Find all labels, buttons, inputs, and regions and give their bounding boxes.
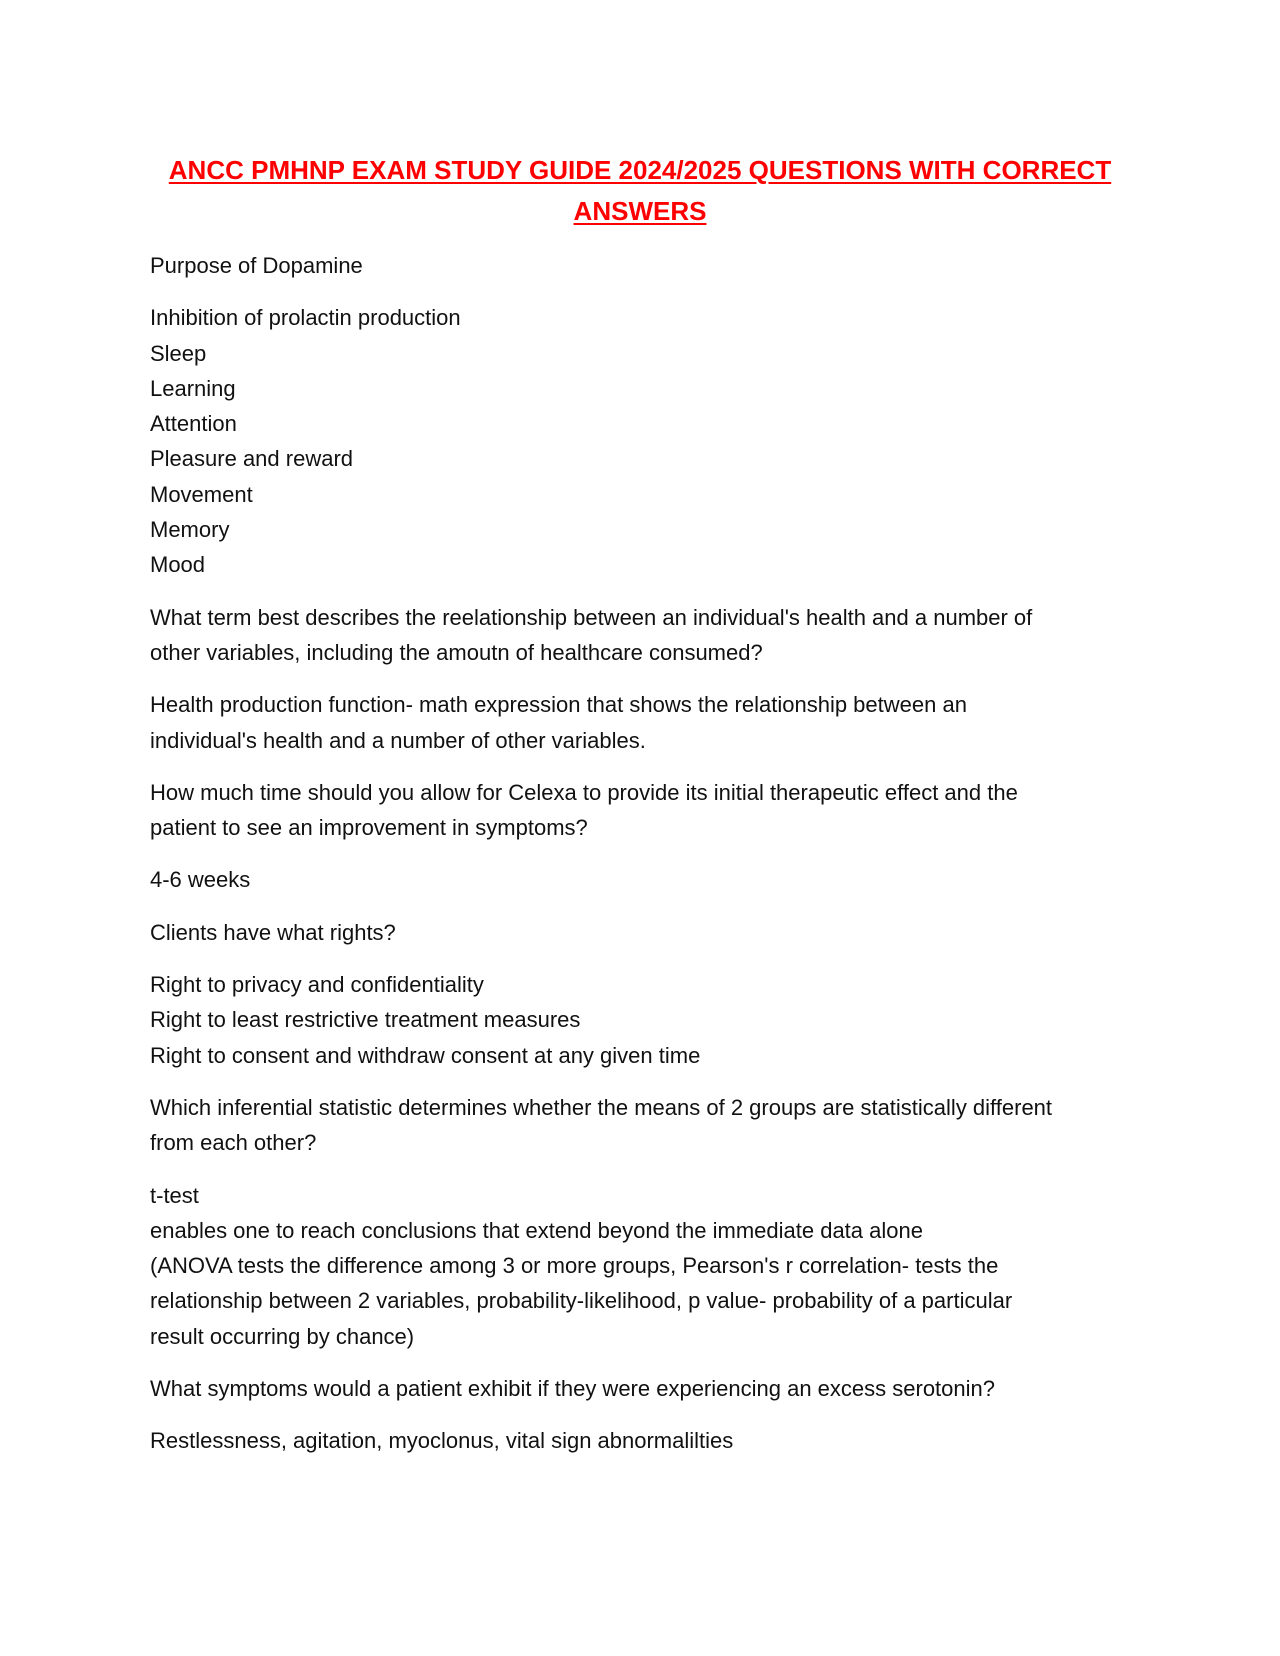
answer-line: Right to privacy and confidentiality [150, 972, 484, 998]
question-block [150, 1371, 1130, 1406]
answer-line: Pleasure and reward [150, 446, 354, 472]
answer-line: Movement [150, 481, 253, 507]
answer-line: Inhibition of prolactin production [150, 305, 461, 331]
answer-block [150, 862, 1130, 897]
question-block [150, 248, 1130, 283]
answer-line: enables one to reach conclusions that extend beyond the immediate data alone [150, 1217, 923, 1243]
answer-line: Mood [150, 552, 206, 578]
question-block [150, 775, 1130, 846]
answer-line: Health production function- math expression that shows the relationship between an [150, 692, 967, 718]
question-block [150, 1090, 1130, 1161]
answer-block [150, 967, 1130, 1073]
answer-block [150, 1423, 1130, 1458]
question-line: patient to see an improvement in symptoms? [150, 815, 588, 841]
answer-block [150, 687, 1130, 758]
answer-line: 4-6 weeks [150, 867, 251, 893]
answer-line: t-test [150, 1182, 199, 1208]
question-line: from each other? [150, 1130, 317, 1156]
answer-line: Memory [150, 517, 230, 543]
answer-line: Sleep [150, 340, 207, 366]
answer-line: relationship between 2 variables, probability-likelihood, p value- probability of a particular [150, 1288, 1013, 1314]
question-line: What symptoms would a patient exhibit if they were experiencing an excess serotonin? [150, 1376, 995, 1402]
page-title: ANCC PMHNP EXAM STUDY GUIDE 2024/2025 QUESTIONS WITH CORRECT ANSWERS [168, 155, 1112, 226]
question-line: other variables, including the amoutn of healthcare consumed? [150, 639, 763, 665]
question-line: What term best describes the reelationship between an individual's health and a number of [150, 604, 1033, 630]
question-block [150, 915, 1130, 950]
question-line: How much time should you allow for Celexa to provide its initial therapeutic effect and the [150, 779, 1018, 805]
answer-line: Right to least restrictive treatment measures [150, 1007, 581, 1033]
answer-line: (ANOVA tests the difference among 3 or more groups, Pearson's r correlation- tests the [150, 1253, 999, 1279]
answer-line: Learning [150, 375, 236, 401]
answer-block [150, 300, 1130, 582]
answer-line: result occurring by chance) [150, 1323, 415, 1349]
answer-line: individual's health and a number of other variables. [150, 727, 646, 753]
answer-line: Right to consent and withdraw consent at any given time [150, 1042, 701, 1068]
answer-block [150, 1178, 1130, 1354]
qa-content [150, 248, 1130, 1476]
answer-line: Attention [150, 411, 237, 437]
question-line: Which inferential statistic determines whether the means of 2 groups are statistically different [150, 1094, 1053, 1120]
question-line: Purpose of Dopamine [150, 253, 363, 278]
answer-line: Restlessness, agitation, myoclonus, vital sign abnormalilties [150, 1428, 734, 1454]
question-block [150, 600, 1130, 671]
question-line: Clients have what rights? [150, 919, 396, 945]
